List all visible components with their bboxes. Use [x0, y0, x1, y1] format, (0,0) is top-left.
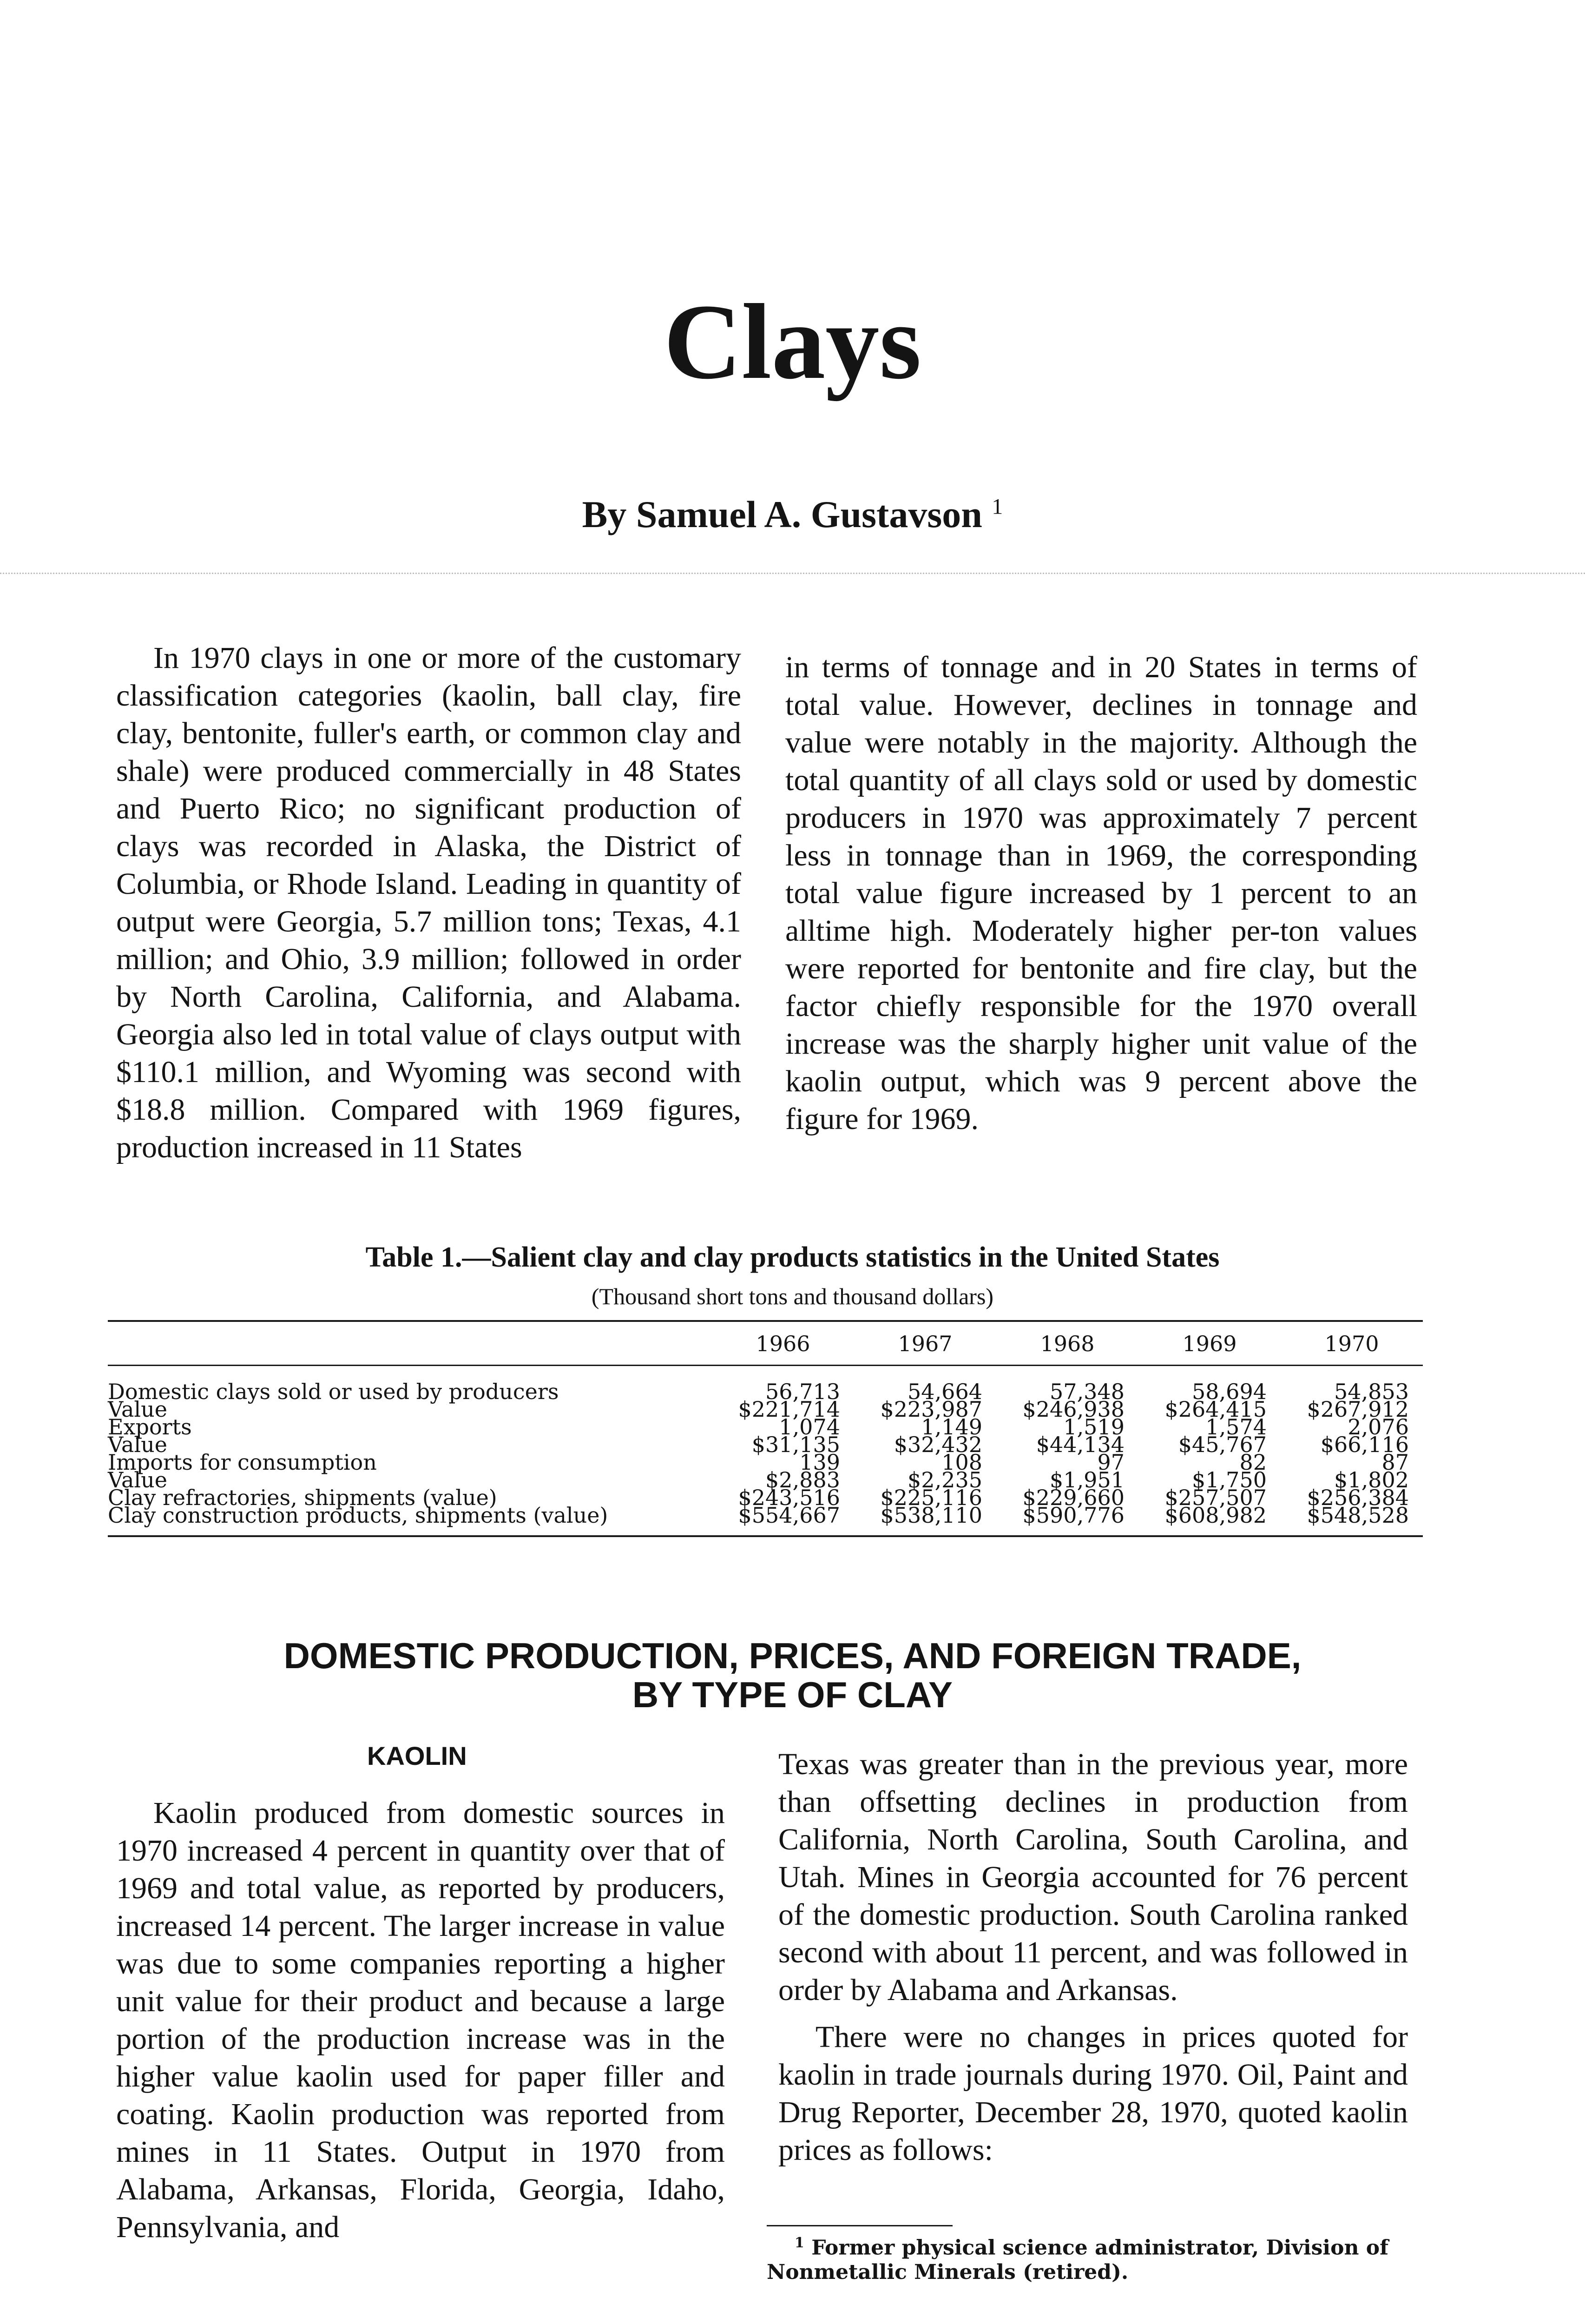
table-cell: $44,134 [1036, 1432, 1125, 1457]
row-label: Value [108, 1467, 167, 1492]
table-cell: $243,516 [738, 1485, 840, 1510]
table-cell: 1,074 [779, 1414, 840, 1439]
section-heading [0, 1636, 1585, 1714]
table-cell: $257,507 [1164, 1485, 1267, 1510]
table-cell: 1,519 [1063, 1414, 1125, 1439]
intro-column-left [116, 639, 741, 1166]
table-header-year: 1966 [712, 1321, 854, 1366]
intro-paragraph-1: In 1970 clays in one or more of the customary classification categories (kaolin, ball clay, fire clay, bentonite, fuller's earth, or common clay and shale) were produced commercially in 48 States and Puerto Rico; no significant production of clays was recorded in Alaska, the District of Columbia, or Rhode Island. Leading in quantity of output were Georgia, 5.7 million tons; Texas, 4.1 million; and Ohio, 3.9 million; followed in order by North Carolina, California, and Alabama. Georgia also led in total value of clays output with $110.1 million, and Wyoming was second with $18.8 million. Compared with 1969 figures, production increased in 11 States [116, 641, 741, 1164]
table-cell: $225,116 [880, 1485, 982, 1510]
section-heading-line-1: DOMESTIC PRODUCTION, PRICES, AND FOREIGN TRADE, [283, 1635, 1302, 1676]
author-name: By Samuel A. Gustavson [582, 493, 982, 535]
table-cell: $538,110 [854, 1506, 996, 1536]
table-cell: 58,694 [1192, 1379, 1267, 1404]
table-header-year: 1969 [1138, 1321, 1281, 1366]
table-cell: $2,883 [765, 1467, 840, 1492]
table-cell: $1,750 [1192, 1467, 1267, 1492]
row-label: Clay construction products, shipments (value) [108, 1506, 712, 1536]
table-cell: 54,664 [908, 1379, 982, 1404]
table-header-year: 1968 [996, 1321, 1138, 1366]
table-cell: 108 [941, 1450, 982, 1475]
table-cell: 54,853 [1334, 1379, 1409, 1404]
table-cell: $548,528 [1281, 1506, 1423, 1536]
table-header-label [108, 1321, 712, 1366]
intro-paragraph-1-continued: in terms of tonnage and in 20 States in terms of total value. However, declines in tonnage and value were notably in the majority. Although the total quantity of all clays sold or used by domestic producers in 1970 was approximately 7 percent less in tonnage than in 1969, the corresponding total value figure increased by 1 percent to an alltime high. Moderately higher per-ton values were reported for bentonite and fire clay, but the factor chiefly responsible for the 1970 overall increase was the sharply higher unit value of the kaolin output, which was 9 percent above the figure for 1969. [785, 650, 1417, 1136]
table-cell: 57,348 [1050, 1379, 1125, 1404]
table-cell: 1,574 [1205, 1414, 1267, 1439]
page-title: Clays [664, 282, 921, 402]
table-cell: 56,713 [765, 1379, 840, 1404]
table-cell: 97 [1097, 1450, 1125, 1475]
table-cell: $554,667 [712, 1506, 854, 1536]
table-row [108, 1366, 1423, 1401]
table-cell: 1,149 [921, 1414, 982, 1439]
author-byline [0, 493, 1585, 536]
row-label: Imports for consumption [108, 1450, 377, 1475]
table-cell: 87 [1381, 1450, 1409, 1475]
row-label: Value [108, 1397, 167, 1422]
table-cell: $590,776 [996, 1506, 1138, 1536]
footnote-text: Former physical science administrator, Division of Nonmetallic Minerals (retired). [767, 2236, 1389, 2284]
kaolin-paragraph-1-continued: Texas was greater than in the previous year, more than offsetting declines in production from California, North Carolina, South Carolina, and Utah. Mines in Georgia accounted for 76 percent of the domestic production. South Carolina ranked second with about 11 percent, and was followed in order by Alabama and Arkansas. [778, 1747, 1408, 2007]
table-cell: 2,076 [1348, 1414, 1409, 1439]
table-cell: $256,384 [1307, 1485, 1409, 1510]
table-cell: $66,116 [1320, 1432, 1409, 1457]
table-cell: $2,235 [908, 1467, 982, 1492]
table-cell: $223,987 [880, 1397, 982, 1422]
kaolin-column-right [778, 1745, 1408, 2169]
salient-statistics-table [108, 1320, 1423, 1537]
table-row [108, 1506, 1423, 1536]
intro-column-right [785, 648, 1417, 1138]
table-cell: $267,912 [1307, 1397, 1409, 1422]
row-label: Value [108, 1432, 167, 1457]
table-caption: Table 1.—Salient clay and clay products statistics in the United States [365, 1241, 1220, 1273]
author-footnote-mark: 1 [992, 494, 1003, 519]
kaolin-paragraph-1: Kaolin produced from domestic sources in 1970 increased 4 percent in quantity over that of 1969 and total value, as reported by producers, increased 14 percent. The larger increase in value was due to some companies reporting a higher unit value for their product and because a large portion of the production increase was in the higher value kaolin used for paper filler and coating. Kaolin production was reported from mines in 11 States. Output in 1970 from Alabama, Arkansas, Florida, Georgia, Idaho, Pennsylvania, and [116, 1796, 725, 2244]
table-cell: 82 [1239, 1450, 1267, 1475]
footnote-divider [767, 2225, 953, 2226]
table-cell: $608,982 [1138, 1506, 1281, 1536]
table-cell: $31,135 [751, 1432, 840, 1457]
section-heading-line-2: BY TYPE OF CLAY [632, 1674, 953, 1715]
table-cell: 139 [799, 1450, 840, 1475]
table-cell: $264,415 [1164, 1397, 1267, 1422]
subheading-kaolin: KAOLIN [367, 1741, 467, 1770]
table-cell: $45,767 [1178, 1432, 1267, 1457]
table-subcaption: (Thousand short tons and thousand dollars) [591, 1283, 994, 1309]
row-label: Domestic clays sold or used by producers [108, 1379, 559, 1404]
table-cell: $1,951 [1050, 1467, 1125, 1492]
table-header-year: 1970 [1281, 1321, 1423, 1366]
header-divider [0, 573, 1585, 574]
row-label: Exports [108, 1414, 192, 1439]
kaolin-column-left [116, 1794, 725, 2246]
row-label: Clay refractories, shipments (value) [108, 1485, 497, 1510]
table-cell: $1,802 [1334, 1467, 1409, 1492]
table-header-row [108, 1321, 1423, 1366]
kaolin-paragraph-2: There were no changes in prices quoted for kaolin in trade journals during 1970. Oil, Paint and Drug Reporter, December 28, 1970, quoted kaolin prices as follows: [778, 2020, 1408, 2167]
table-cell: $246,938 [1022, 1397, 1125, 1422]
table-header-year: 1967 [854, 1321, 996, 1366]
table-cell: $32,432 [894, 1432, 982, 1457]
table-cell: $229,660 [1022, 1485, 1125, 1510]
table-cell: $221,714 [738, 1397, 840, 1422]
footnote-mark: 1 [795, 2235, 804, 2251]
footnote [767, 2231, 1417, 2284]
